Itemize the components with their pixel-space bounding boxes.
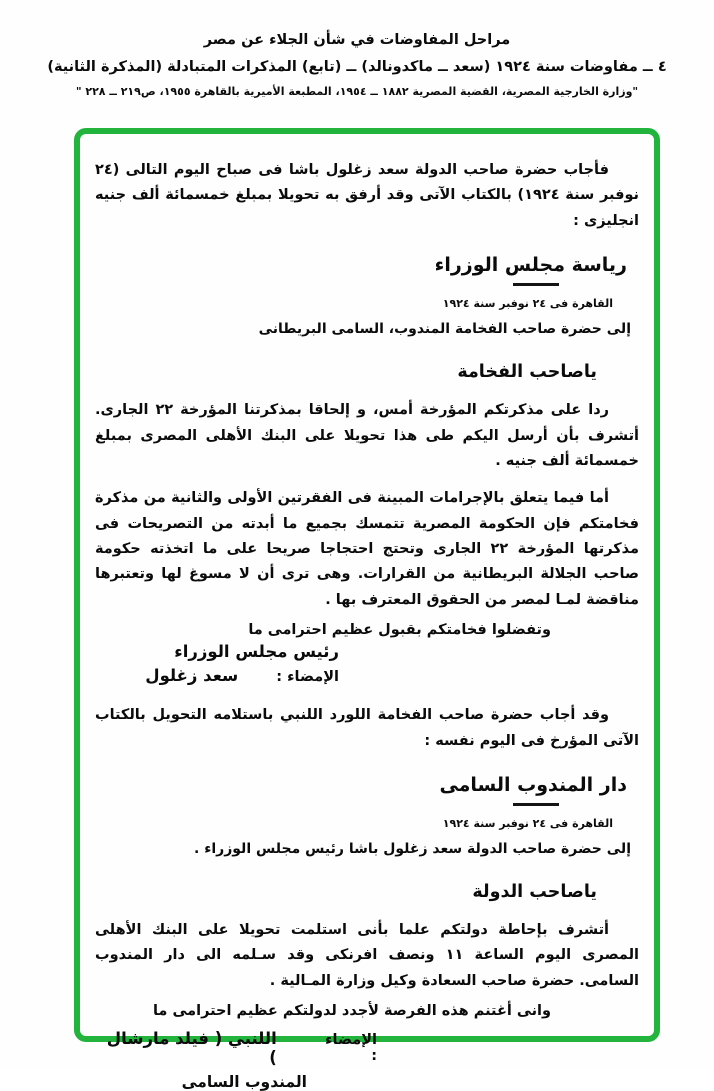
letter1-paragraph-1: ردا على مذكرتكم المؤرخة أمس، و إلحاقا بمذكرتنا المؤرخة ٢٢ الجارى. أتشرف بأن أرسل اليكم طى هذا تحويلا على البنك الأهلى المصرى بمبلغ خمسمائة ألف جنيه . xyxy=(95,402,639,469)
letter1-addressee: إلى حضرة صاحب الفخامة المندوب، السامى البريطانى xyxy=(258,321,631,338)
letter1-signature-block xyxy=(95,642,339,685)
header-title: مراحل المفاوضات في شأن الجلاء عن مصر xyxy=(203,32,511,48)
letter1-signature-name: سعد زغلول xyxy=(145,666,239,686)
document-header xyxy=(0,0,714,98)
letter2-salutation: ياصاحب الدولة xyxy=(472,881,597,902)
heading-rule-2 xyxy=(513,803,559,806)
header-source-citation: "وزارة الخارجية المصرية، القضية المصرية ١٨٨٢ ــ ١٩٥٤، المطبعة الأميرية بالقاهرة ١٩٥٥، ص٢١٩ ــ ٢٢٨ " xyxy=(75,85,639,98)
letter2-closing: وانى أغتنم هذه الفرصة لأجدد لدولتكم عظيم احترامى ما xyxy=(152,1003,551,1019)
interlude-paragraph: وقد أجاب حضرة صاحب الفخامة اللورد اللنبي باستلامه التحويل بالكتاب الآتى المؤرخ فى اليوم نفسه : xyxy=(95,707,639,749)
letter2-paragraph-1: أتشرف بإحاطة دولتكم علما بأنى استلمت تحويلا على البنك الأهلى المصرى اليوم الساعة ١١ ونصف افرنكى وقد سـلمه الى دار المندوب السامى. حضرة صاحب السعادة وكيل وزارة المـالية . xyxy=(95,921,639,989)
letter1-dateline: القاهرة فى ٢٤ نوفبر سنة ١٩٢٤ xyxy=(442,297,613,311)
letter2-signature-row xyxy=(95,1029,377,1067)
letter1-heading: رياسة مجلس الوزراء xyxy=(434,254,627,277)
intro-paragraph: فأجاب حضرة صاحب الدولة سعد زغلول باشا فى صباح اليوم التالى (٢٤ نوفبر سنة ١٩٢٤) بالكتاب الآتى وقد أرفق به تحويلا بمبلغ خمسمائة ألف جنيه انجليزى : xyxy=(95,162,640,229)
letter1-paragraph-2: أما فيما يتعلق بالإجرامات المبينة فى الفقرتين الأولى والثانية من مذكرة فخامتكم فإن الحكومة المصرية تتمسك بجميع ما أبدته من التصريحات فى مذكرتها المؤرخة ٢٢ الجارى وتحتج احتجاجا صريحا على ما اتخذته حكومة صاحب الجلالة البريطانية من القرارات. وهى ترى أن لا مسوغ لها وتعتبرها مناقضة لمـا لمصر من الحقوق المعترف بها . xyxy=(95,490,640,608)
signature-label-2: الإمضاء : xyxy=(325,1032,377,1064)
letter2-signature-block xyxy=(95,1029,377,1091)
letter2-heading: دار المندوب السامى xyxy=(439,773,627,796)
letter2-signature-title: المندوب السامى xyxy=(181,1073,307,1091)
letter2-dateline: القاهرة فى ٢٤ نوفبر سنة ١٩٢٤ xyxy=(442,816,613,830)
letter1-signature-row xyxy=(95,666,339,685)
letter1-closing: وتفضلوا فخامتكم بقبول عظيم احترامى ما xyxy=(248,622,551,639)
heading-rule xyxy=(513,283,559,286)
signature-label: الإمضاء : xyxy=(276,669,339,686)
letter2-addressee: إلى حضرة صاحب الدولة سعد زغلول باشا رئيس مجلس الوزراء . xyxy=(194,840,631,857)
letter1-signature-title: رئيس مجلس الوزراء xyxy=(174,642,339,662)
header-subtitle: ٤ ــ مفاوضات سنة ١٩٢٤ (سعد ــ ماكدونالد) ــ (تابع) المذكرات المتبادلة (المذكرة الثانية) xyxy=(47,59,667,75)
letter2-signature-name: اللنبي ( فيلد مارشال ) xyxy=(106,1029,277,1067)
letter1-salutation: ياصاحب الفخامة xyxy=(457,362,597,383)
green-frame xyxy=(74,128,660,1091)
